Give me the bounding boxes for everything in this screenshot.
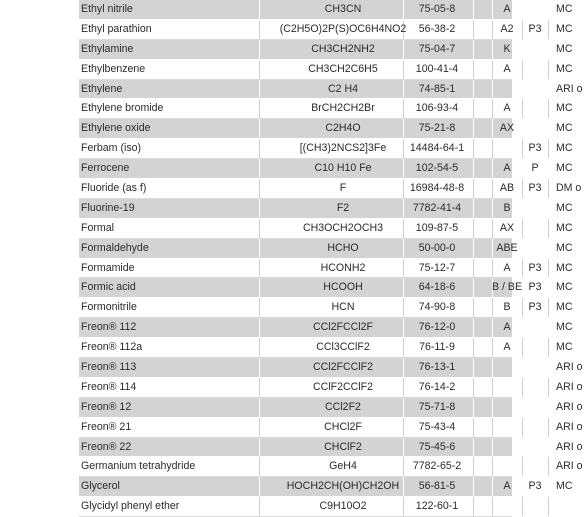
code-c-cell: MC — [556, 201, 573, 214]
cas-number-cell: 56-38-2 — [418, 22, 456, 35]
chemical-name-cell: Formic acid — [81, 281, 136, 294]
code-c-cell: ARI o — [556, 361, 583, 374]
column-divider — [473, 278, 474, 297]
chemical-name-cell: Ethylene oxide — [81, 122, 151, 135]
chemical-name-cell: Formal — [81, 221, 114, 234]
code-a-cell: A — [503, 62, 511, 75]
code-b-cell — [522, 338, 548, 357]
code-c-cell: ARI o — [556, 440, 583, 453]
formula-cell: F — [339, 182, 347, 195]
table-row — [79, 358, 583, 378]
column-divider — [473, 358, 474, 377]
formula-cell: CCl2FCClF2 — [312, 361, 374, 374]
table-row — [79, 219, 573, 239]
column-divider — [473, 298, 474, 317]
table-row — [79, 338, 573, 358]
code-b-cell: P3 — [528, 301, 542, 314]
chemical-name-cell: Ethylamine — [81, 42, 134, 55]
chemical-name-cell: Germanium tetrahydride — [81, 460, 196, 473]
column-divider — [473, 457, 474, 476]
code-a-cell — [492, 80, 522, 99]
code-a-cell: A2 — [500, 22, 514, 35]
chemical-name-cell: Freon® 22 — [81, 440, 132, 453]
column-divider — [473, 119, 474, 138]
code-c-cell — [548, 497, 588, 516]
table-row — [79, 239, 573, 259]
formula-cell: HCOOH — [323, 281, 363, 294]
chemical-name-cell: Glycidyl phenyl ether — [81, 500, 180, 513]
cas-number-cell: 76-11-9 — [419, 341, 455, 354]
table-row — [79, 497, 512, 517]
code-c-cell: MC — [556, 142, 573, 155]
cas-number-cell: 75-04-7 — [418, 42, 456, 55]
cas-number-cell: 74-85-1 — [418, 82, 456, 95]
code-b-cell — [522, 99, 548, 118]
column-divider — [473, 378, 474, 397]
chemical-name-cell: Fluoride (as f) — [81, 182, 147, 195]
code-c-cell: ARI o — [556, 400, 583, 413]
code-a-cell — [492, 438, 522, 457]
code-b-cell: P3 — [528, 142, 542, 155]
table-row — [79, 378, 583, 398]
cas-number-cell: 75-05-8 — [418, 3, 456, 15]
code-a-cell: AX — [499, 221, 515, 234]
cas-number-cell: 75-43-4 — [418, 420, 456, 433]
code-c-cell: MC — [556, 162, 573, 175]
code-c-cell: MC — [556, 22, 573, 35]
code-b-cell: P3 — [528, 480, 542, 493]
table-row — [79, 60, 573, 80]
code-b-cell — [522, 0, 548, 19]
code-b-cell — [522, 457, 548, 476]
table-row — [79, 40, 573, 60]
formula-cell: C9H10O2 — [319, 500, 367, 513]
chemical-name-cell: Glycerol — [81, 480, 120, 493]
code-b-cell — [522, 497, 548, 516]
cas-number-cell: 74-90-8 — [418, 301, 456, 314]
cas-number-cell: 76-13-1 — [418, 361, 456, 374]
code-b-cell — [522, 378, 548, 397]
code-c-cell: MC — [556, 241, 573, 254]
code-a-cell — [492, 457, 522, 476]
code-c-cell: MC — [556, 480, 573, 493]
code-c-cell: MC — [556, 62, 573, 75]
code-a-cell — [492, 358, 522, 377]
column-divider — [473, 259, 474, 278]
formula-cell: CH3CN — [324, 3, 362, 15]
formula-cell: HCONH2 — [320, 261, 366, 274]
table-row — [79, 119, 573, 139]
code-a-cell: A — [503, 341, 511, 354]
table-row — [79, 298, 573, 318]
formula-cell: C2 H4 — [327, 82, 359, 95]
column-divider — [473, 0, 474, 19]
cas-number-cell: 7782-41-4 — [412, 201, 462, 214]
code-c-cell: MC — [556, 122, 573, 135]
code-a-cell: AB — [499, 182, 515, 195]
column-divider — [473, 497, 474, 516]
column-divider — [473, 80, 474, 99]
column-divider — [473, 199, 474, 218]
chemical-name-cell: Freon® 21 — [81, 420, 132, 433]
code-b-cell — [522, 438, 548, 457]
code-b-cell — [522, 358, 548, 377]
chemical-name-cell: Ethylene bromide — [81, 102, 164, 115]
chemical-name-cell: Fluorine-19 — [81, 201, 135, 214]
code-b-cell: P3 — [528, 281, 542, 294]
column-divider — [473, 398, 474, 417]
formula-cell: CCl2FCCl2F — [312, 321, 374, 334]
code-b-cell — [522, 418, 548, 437]
code-b-cell — [522, 40, 548, 59]
table-row — [79, 318, 573, 338]
formula-cell: [(CH3)2NCS2]3Fe — [299, 142, 387, 155]
code-c-cell: ARI o — [556, 420, 583, 433]
cas-number-cell: 102-54-5 — [415, 162, 459, 175]
code-c-cell: MC — [556, 42, 573, 55]
code-c-cell: MC — [556, 261, 573, 274]
code-a-cell: B — [503, 201, 511, 214]
code-a-cell: A — [503, 261, 511, 274]
table-row — [79, 159, 573, 179]
column-divider — [473, 219, 474, 238]
code-a-cell: ABE — [496, 241, 518, 254]
cas-number-cell: 75-21-8 — [418, 122, 456, 135]
code-a-cell: B / BE — [492, 281, 523, 294]
formula-cell: GeH4 — [329, 460, 357, 473]
cas-number-cell: 122-60-1 — [415, 500, 459, 513]
column-divider — [473, 139, 474, 158]
cas-number-cell: 56-81-5 — [418, 480, 456, 493]
chemical-name-cell: Ethyl parathion — [81, 22, 152, 35]
cas-number-cell: 109-87-5 — [415, 221, 459, 234]
formula-cell: F2 — [336, 201, 350, 214]
code-c-cell: MC — [556, 341, 573, 354]
code-c-cell: ARI o — [556, 460, 583, 473]
table-row — [79, 99, 573, 119]
column-divider — [473, 40, 474, 59]
column-divider — [473, 338, 474, 357]
code-b-cell: P3 — [528, 22, 542, 35]
cas-number-cell: 106-93-4 — [415, 102, 459, 115]
chemical-name-cell: Freon® 114 — [81, 380, 137, 393]
code-c-cell: MC — [556, 3, 573, 15]
cas-number-cell: 76-14-2 — [418, 380, 456, 393]
code-c-cell: MC — [556, 102, 573, 115]
code-c-cell: MC — [556, 301, 573, 314]
column-divider — [473, 60, 474, 79]
formula-cell: (C2H5O)2P(S)OC6H4NO2 — [279, 22, 407, 35]
table-row — [79, 179, 582, 199]
code-b-cell — [522, 60, 548, 79]
code-c-cell: DM o — [556, 182, 582, 195]
column-divider — [473, 159, 474, 178]
chemical-name-cell: Formonitrile — [81, 301, 137, 314]
chemical-name-cell: Freon® 12 — [81, 400, 132, 413]
cas-number-cell: 7782-65-2 — [412, 460, 462, 473]
chemical-name-cell: Ethyl nitrile — [81, 3, 133, 15]
formula-cell: CHCl2F — [324, 420, 362, 433]
table-row — [79, 259, 573, 279]
formula-cell: HCN — [331, 301, 355, 314]
code-a-cell — [492, 497, 522, 516]
code-c-cell: MC — [556, 281, 573, 294]
code-a-cell: A — [503, 321, 511, 334]
code-a-cell: A — [503, 102, 511, 115]
code-a-cell: A — [503, 3, 511, 15]
formula-cell: BrCH2CH2Br — [311, 102, 375, 115]
code-b-cell: P3 — [528, 182, 542, 195]
code-a-cell: B — [503, 301, 511, 314]
code-b-cell — [522, 199, 548, 218]
column-divider — [473, 179, 474, 198]
table-row — [79, 278, 573, 298]
code-a-cell: K — [503, 42, 511, 55]
code-c-cell: MC — [556, 321, 573, 334]
code-b-cell — [522, 239, 548, 258]
chemical-name-cell: Ethylbenzene — [81, 62, 146, 75]
code-b-cell: P3 — [528, 261, 542, 274]
table-row — [79, 398, 583, 418]
chemical-name-cell: Freon® 113 — [81, 361, 137, 374]
cas-number-cell: 100-41-4 — [415, 62, 459, 75]
formula-cell: CCl2F2 — [325, 400, 361, 413]
formula-cell: CH3OCH2OCH3 — [302, 221, 384, 234]
cas-number-cell: 75-12-7 — [418, 261, 456, 274]
chemical-name-cell: Freon® 112a — [81, 341, 143, 354]
formula-cell: CH3CH2NH2 — [311, 42, 375, 55]
column-divider — [473, 99, 474, 118]
cas-number-cell: 14484-64-1 — [409, 142, 465, 155]
table-row — [79, 477, 573, 497]
chemical-name-cell: Freon® 112 — [81, 321, 137, 334]
code-a-cell — [492, 139, 522, 158]
column-divider — [473, 239, 474, 258]
code-a-cell — [492, 398, 522, 417]
code-c-cell: MC — [556, 221, 573, 234]
chemical-name-cell: Formaldehyde — [81, 241, 149, 254]
table-row — [79, 0, 573, 20]
formula-cell: C2H4O — [325, 122, 361, 135]
column-divider — [473, 318, 474, 337]
cas-number-cell: 64-18-6 — [418, 281, 456, 294]
code-c-cell: ARI o — [556, 380, 583, 393]
code-b-cell — [522, 80, 548, 99]
formula-cell: CH3CH2C6H5 — [308, 62, 378, 75]
chemical-name-cell: Ferrocene — [81, 162, 130, 175]
table-row — [79, 457, 583, 477]
cas-number-cell: 16984-48-8 — [409, 182, 465, 195]
table-row — [79, 20, 573, 40]
code-b-cell — [522, 398, 548, 417]
table-row — [79, 80, 583, 100]
code-a-cell: A — [503, 480, 511, 493]
cas-number-cell: 75-71-8 — [418, 400, 456, 413]
chemical-name-cell: Formamide — [81, 261, 135, 274]
code-c-cell: ARI o — [556, 82, 583, 95]
chemical-name-cell: Ethylene — [81, 82, 123, 95]
formula-cell: CHClF2 — [324, 440, 362, 453]
formula-cell: CClF2CClF2 — [312, 380, 374, 393]
cas-number-cell: 50-00-0 — [418, 241, 456, 254]
cas-number-cell: 76-12-0 — [418, 321, 456, 334]
table-row — [79, 438, 583, 458]
code-a-cell — [492, 418, 522, 437]
code-a-cell — [492, 378, 522, 397]
formula-cell: HOCH2CH(OH)CH2OH — [286, 480, 400, 493]
code-b-cell — [522, 318, 548, 337]
code-a-cell: AX — [499, 122, 515, 135]
formula-cell: HCHO — [327, 241, 359, 254]
code-b-cell — [522, 119, 548, 138]
column-divider — [473, 438, 474, 457]
table-row — [79, 199, 573, 219]
table-row — [79, 139, 573, 159]
formula-cell: CCl3CClF2 — [316, 341, 370, 354]
formula-cell: C10 H10 Fe — [314, 162, 372, 175]
code-b-cell — [522, 219, 548, 238]
column-divider — [473, 418, 474, 437]
column-divider — [473, 477, 474, 496]
cas-number-cell: 75-45-6 — [418, 440, 456, 453]
code-a-cell: A — [503, 162, 511, 175]
table-row — [79, 418, 583, 438]
chemical-table — [79, 0, 583, 517]
column-divider — [473, 20, 474, 39]
chemical-name-cell: Ferbam (iso) — [81, 142, 142, 155]
code-b-cell: P — [531, 162, 539, 175]
